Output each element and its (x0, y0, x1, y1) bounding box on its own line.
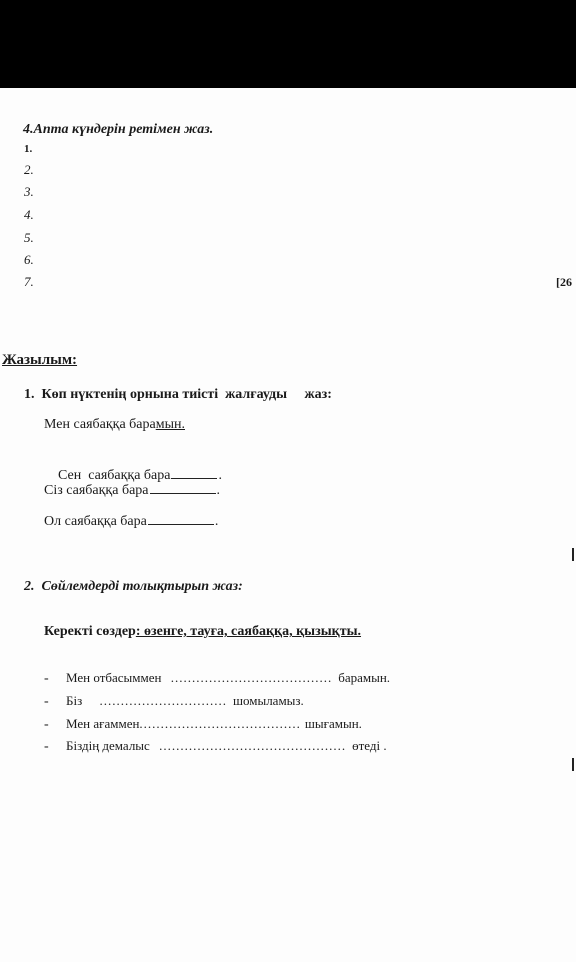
answer-blank[interactable] (150, 492, 216, 494)
task4-number-6: 6. (24, 252, 34, 267)
line-period: . (214, 514, 219, 529)
answer-dots[interactable]: ............................................ (159, 738, 347, 753)
task2-item-1: - Мен отбасыммен ...................................... барамын. (44, 670, 391, 686)
line-stem: Мен саябаққа бара (44, 417, 156, 432)
line-stem: Ол саябаққа бара (44, 514, 147, 529)
task2-title: 2. Сөйлемдерді толықтырып жаз: (24, 579, 243, 594)
task4-number-4: 4. (24, 207, 34, 222)
answer-dots[interactable]: ...................................... (170, 670, 333, 685)
task4-number-7: 7. (24, 274, 34, 289)
edge-mark (572, 548, 574, 561)
line-period: . (218, 468, 222, 483)
answer-blank[interactable] (171, 477, 217, 479)
task1-line-3 (44, 483, 220, 499)
worksheet-page (0, 88, 576, 962)
task2-item-2: - Біз .............................. шомыламыз. (44, 693, 304, 709)
line-stem: Сен саябаққа бара (58, 468, 171, 483)
task1-line-4 (44, 514, 218, 530)
answer-dots[interactable]: ...................................... (139, 716, 301, 731)
answer-dots[interactable]: .............................. (99, 693, 227, 708)
section-heading: Жазылым: (2, 352, 78, 368)
task2-item-3: - Мен ағаммен...................................... шығамын. (44, 716, 362, 732)
task4-number-2: 2. (24, 162, 34, 177)
task4-number-1: 1. (24, 143, 33, 155)
required-words-list: : өзенге, тауға, саябаққа, қызықты. (135, 624, 362, 639)
task4-number-5: 5. (24, 230, 34, 245)
score-code: [26 (556, 275, 572, 289)
task1-line-1 (44, 417, 185, 433)
line-stem: Сіз саябаққа бара (44, 483, 149, 498)
task2-item-4: - Біздің демалыс ............................................ өтеді . (44, 738, 387, 754)
edge-mark (572, 758, 574, 771)
answer-blank[interactable] (148, 523, 214, 525)
task4-number-3: 3. (24, 184, 34, 199)
task4-title: 4.Апта күндерін ретімен жаз. (23, 122, 214, 137)
required-words (44, 624, 361, 640)
required-words-label: Керекті сөздер (44, 624, 136, 639)
line-period: . (216, 483, 221, 498)
example-ending: мын. (155, 417, 185, 432)
task1-title: 1. Көп нүктенің орнына тиісті жалғауды жаз: (24, 387, 332, 402)
